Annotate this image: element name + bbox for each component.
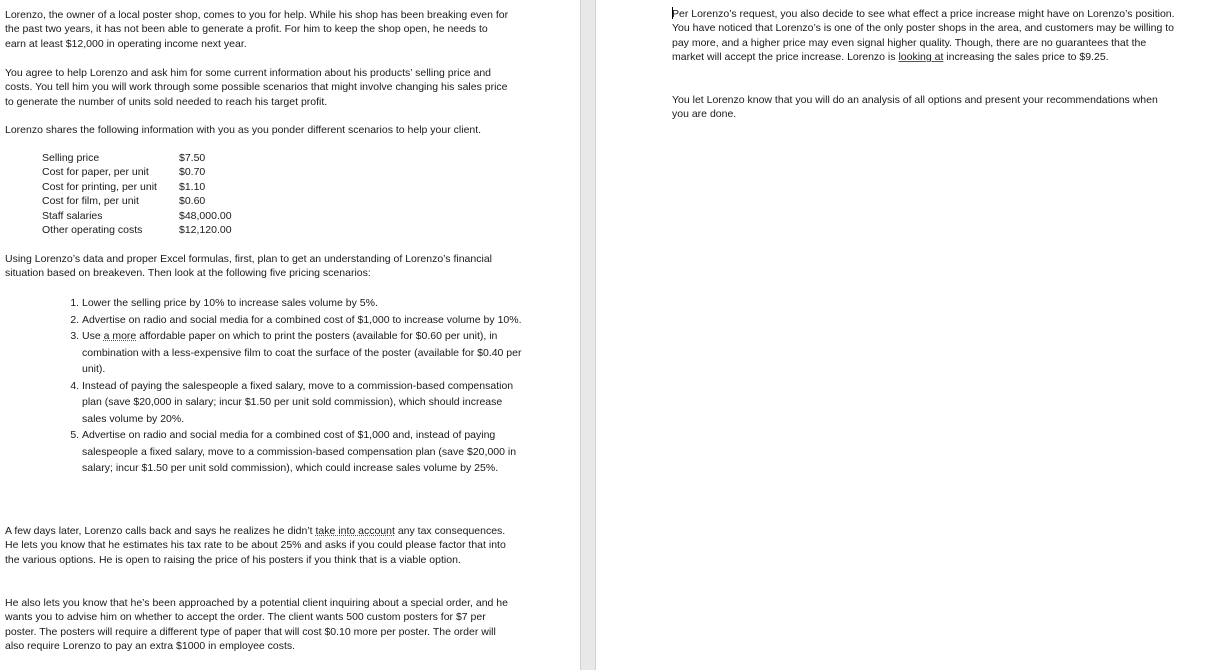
document-page-left — [0, 0, 580, 670]
cost-info-table — [40, 151, 232, 237]
info-label: Cost for film, per unit — [42, 195, 139, 208]
scenario-item — [82, 328, 527, 378]
special-order-paragraph: He also lets you know that he’s been approached by a potential client inquiring about a special order, and he wants you to advise him on whether to accept the order. The client wants 500 custom posters for $7 per poster. The posters will require a different type of paper that will cost $0.10 more per poster. The order will also require Lorenzo to pay an extra $1000 in employee costs. — [5, 597, 508, 653]
document-page-right — [596, 0, 1223, 670]
scenario-text: Instead of paying the salespeople a fixed salary, move to a commission-based compensation plan (save $20,000 in salary; incur $1.50 per unit sold commission), which should increase sales volume by 20%. — [82, 379, 514, 425]
info-label: Selling price — [42, 152, 100, 164]
price-text-end: increasing the sales price to $9.25. — [943, 51, 1109, 64]
price-increase-paragraph — [672, 7, 1177, 65]
scenario-text: Lower the selling price by 10% to increase sales volume by 5%. — [82, 297, 378, 309]
info-label: Cost for printing, per unit — [42, 180, 157, 193]
info-label: Other operating costs — [42, 224, 143, 237]
intro-paragraph: Lorenzo, the owner of a local poster shop, comes to you for help. While his shop has been breaking even for the past two years, it has not been able to generate a profit. For him to keep the shop open, he needs to earn at least $12,000 in operating income next year. — [5, 9, 509, 50]
scenario-text: Advertise on radio and social media for a combined cost of $1,000 and, instead of paying salespeople a fixed salary, move to a commission-based compensation plan (save $20,000 in salary; incur $1.50 per unit sold commission), which could increase sales volume by 25%. — [82, 429, 517, 474]
info-value: $0.60 — [179, 195, 206, 208]
info-value: $0.70 — [179, 166, 206, 179]
agree-paragraph: You agree to help Lorenzo and ask him for some current information about his products’ selling price and costs. You tell him you will work through some possible scenarios that might involve changing his sales price to generate the number of units sold needed to reach his target profit. — [5, 67, 508, 108]
info-value: $12,120.00 — [179, 224, 232, 237]
scenario-text-start: Use — [82, 330, 104, 342]
grammar-flag-text[interactable]: a more — [103, 330, 137, 342]
scenario-item — [82, 312, 527, 329]
scenario-item — [82, 295, 527, 312]
scenario-text: Advertise on radio and social media for a combined cost of $1,000 to increase volume by 10%. — [82, 313, 522, 326]
tax-paragraph — [5, 524, 510, 567]
info-row — [40, 223, 232, 237]
scenario-text-end: affordable paper on which to print the posters (available for $0.60 per unit), in combination with a less-expensive film to coat the surface of the poster (available for $0.40 per unit). — [82, 330, 522, 375]
using-paragraph: Using Lorenzo’s data and proper Excel formulas, first, plan to get an understanding of Lorenzo’s financial situation based on breakeven. Then look at the following five pricing scenarios: — [5, 253, 492, 280]
grammar-flag-text[interactable]: looking at — [898, 51, 944, 64]
info-value: $48,000.00 — [179, 209, 232, 222]
info-row — [40, 165, 232, 179]
info-row — [40, 180, 232, 194]
info-row — [40, 151, 232, 165]
info-row — [40, 194, 232, 208]
info-label: Cost for paper, per unit — [42, 166, 149, 179]
analysis-paragraph: You let Lorenzo know that you will do an analysis of all options and present your recommendations when you are done. — [672, 94, 1158, 121]
info-row — [40, 209, 232, 223]
info-value: $7.50 — [179, 152, 206, 164]
scenario-list — [62, 295, 527, 477]
scenario-item — [82, 427, 527, 477]
tax-text-start: A few days later, Lorenzo calls back and says he realizes he didn’t — [5, 525, 316, 537]
info-label: Staff salaries — [42, 209, 103, 222]
price-text-start: Per Lorenzo’s request, you also decide to see what effect a price increase might have on Lorenzo’s position. You have noticed that Lorenzo’s is one of the only poster shops in the area, and customers may be willing to pay more, and a higher price may even signal higher quality. Though, there are no guarantees that the market will accept the price increase. Lorenzo is — [672, 8, 1175, 64]
info-value: $1.10 — [179, 180, 206, 193]
shares-paragraph: Lorenzo shares the following information with you as you ponder different scenarios to help your client. — [5, 124, 482, 136]
scenario-item — [82, 378, 527, 428]
grammar-flag-text[interactable]: take into account — [315, 525, 395, 537]
page-gap — [580, 0, 596, 670]
tax-text-end: any tax consequences. He lets you know that he estimates his tax rate to be about 25% and asks if you could please factor that into the various options. He is open to raising the price of his posters if you think that is a viable option. — [5, 525, 506, 566]
